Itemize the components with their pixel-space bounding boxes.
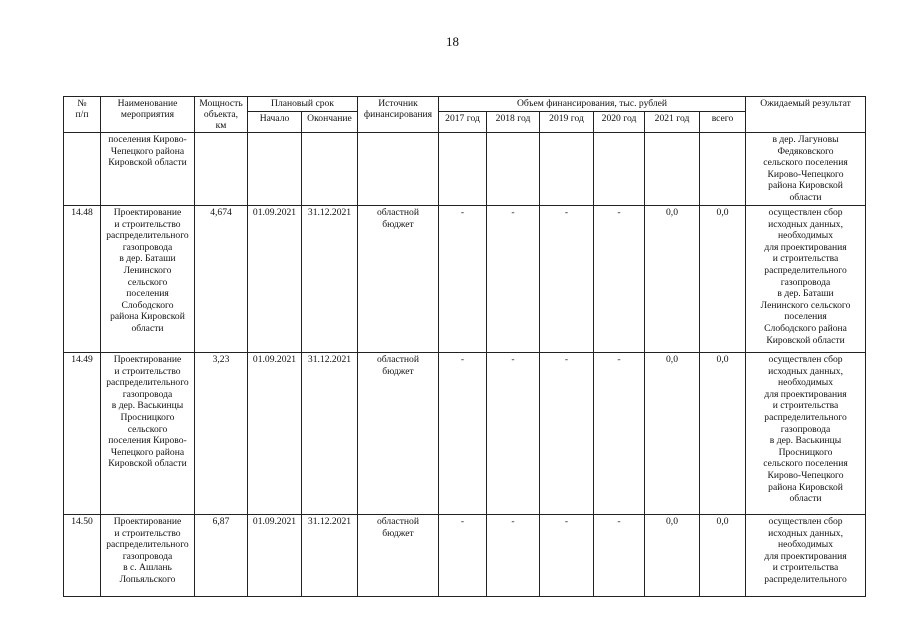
row-2017: -: [439, 206, 487, 353]
row-2019: -: [540, 515, 594, 597]
header-year-2020: 2020 год: [594, 111, 645, 132]
row-2021: [645, 133, 700, 206]
row-end: 31.12.2021: [302, 206, 358, 353]
row-2020: [594, 133, 645, 206]
header-year-2018: 2018 год: [487, 111, 540, 132]
row-2018: -: [487, 515, 540, 597]
table-row: [64, 515, 866, 597]
header-source: Источник финансирования: [358, 97, 439, 133]
row-number: [64, 133, 101, 206]
row-start: 01.09.2021: [248, 206, 302, 353]
header-funding: Объем финансирования, тыс. рублей: [439, 97, 746, 112]
row-result: осуществлен сбор исходных данных, необходимых для проектирования и строительства распределительного газопровода в дер. Васькинцы Просницкого сельского поселения Кирово-Чепецкого района Кировской области: [746, 353, 866, 515]
row-2021: 0,0: [645, 515, 700, 597]
financing-table: [63, 96, 866, 597]
row-2019: [540, 133, 594, 206]
row-result: в дер. Лагуновы Федяковского сельского поселения Кирово-Чепецкого района Кировской области: [746, 133, 866, 206]
table-row: [64, 133, 866, 206]
row-2019: -: [540, 353, 594, 515]
row-2018: [487, 133, 540, 206]
row-end: 31.12.2021: [302, 515, 358, 597]
row-source: областной бюджет: [358, 353, 439, 515]
row-start: 01.09.2021: [248, 353, 302, 515]
row-total: 0,0: [700, 515, 746, 597]
header-number: № п/п: [64, 97, 101, 133]
row-2019: -: [540, 206, 594, 353]
row-capacity: 3,23: [195, 353, 248, 515]
row-2020: -: [594, 515, 645, 597]
header-planned-period: Плановый срок: [248, 97, 358, 112]
table-row: [64, 206, 866, 353]
header-end: Окончание: [302, 111, 358, 132]
row-total: 0,0: [700, 353, 746, 515]
row-capacity: [195, 133, 248, 206]
row-end: 31.12.2021: [302, 353, 358, 515]
row-start: 01.09.2021: [248, 515, 302, 597]
header-total: всего: [700, 111, 746, 132]
header-name: Наименование мероприятия: [101, 97, 195, 133]
row-2020: -: [594, 353, 645, 515]
row-source: областной бюджет: [358, 515, 439, 597]
row-2018: -: [487, 206, 540, 353]
header-year-2017: 2017 год: [439, 111, 487, 132]
header-year-2019: 2019 год: [540, 111, 594, 132]
header-year-2021: 2021 год: [645, 111, 700, 132]
row-end: [302, 133, 358, 206]
row-number: 14.49: [64, 353, 101, 515]
row-2017: -: [439, 515, 487, 597]
header-capacity: Мощность объекта, км: [195, 97, 248, 133]
row-name: Проектирование и строительство распределительного газопровода в дер. Баташи Ленинского сельского поселения Слободского района Кировской области: [101, 206, 195, 353]
header-result: Ожидаемый результат: [746, 97, 866, 133]
row-name: поселения Кирово- Чепецкого района Кировской области: [101, 133, 195, 206]
row-capacity: 4,674: [195, 206, 248, 353]
row-name: Проектирование и строительство распределительного газопровода в дер. Васькинцы Просницкого сельского поселения Кирово- Чепецкого района Кировской области: [101, 353, 195, 515]
row-start: [248, 133, 302, 206]
row-total: 0,0: [700, 206, 746, 353]
row-2021: 0,0: [645, 206, 700, 353]
page-number: 18: [446, 34, 459, 49]
table-row: [64, 353, 866, 515]
row-number: 14.48: [64, 206, 101, 353]
row-source: [358, 133, 439, 206]
row-total: [700, 133, 746, 206]
row-2018: -: [487, 353, 540, 515]
row-number: 14.50: [64, 515, 101, 597]
row-result: осуществлен сбор исходных данных, необходимых для проектирования и строительства распределительного газопровода в дер. Баташи Ленинского сельского поселения Слободского района Кировской области: [746, 206, 866, 353]
row-capacity: 6,87: [195, 515, 248, 597]
row-name: Проектирование и строительство распределительного газопровода в с. Ашлань Лопьяльского: [101, 515, 195, 597]
row-source: областной бюджет: [358, 206, 439, 353]
row-2017: [439, 133, 487, 206]
row-2020: -: [594, 206, 645, 353]
row-2021: 0,0: [645, 353, 700, 515]
row-result: осуществлен сбор исходных данных, необходимых для проектирования и строительства распределительного: [746, 515, 866, 597]
row-2017: -: [439, 353, 487, 515]
header-start: Начало: [248, 111, 302, 132]
